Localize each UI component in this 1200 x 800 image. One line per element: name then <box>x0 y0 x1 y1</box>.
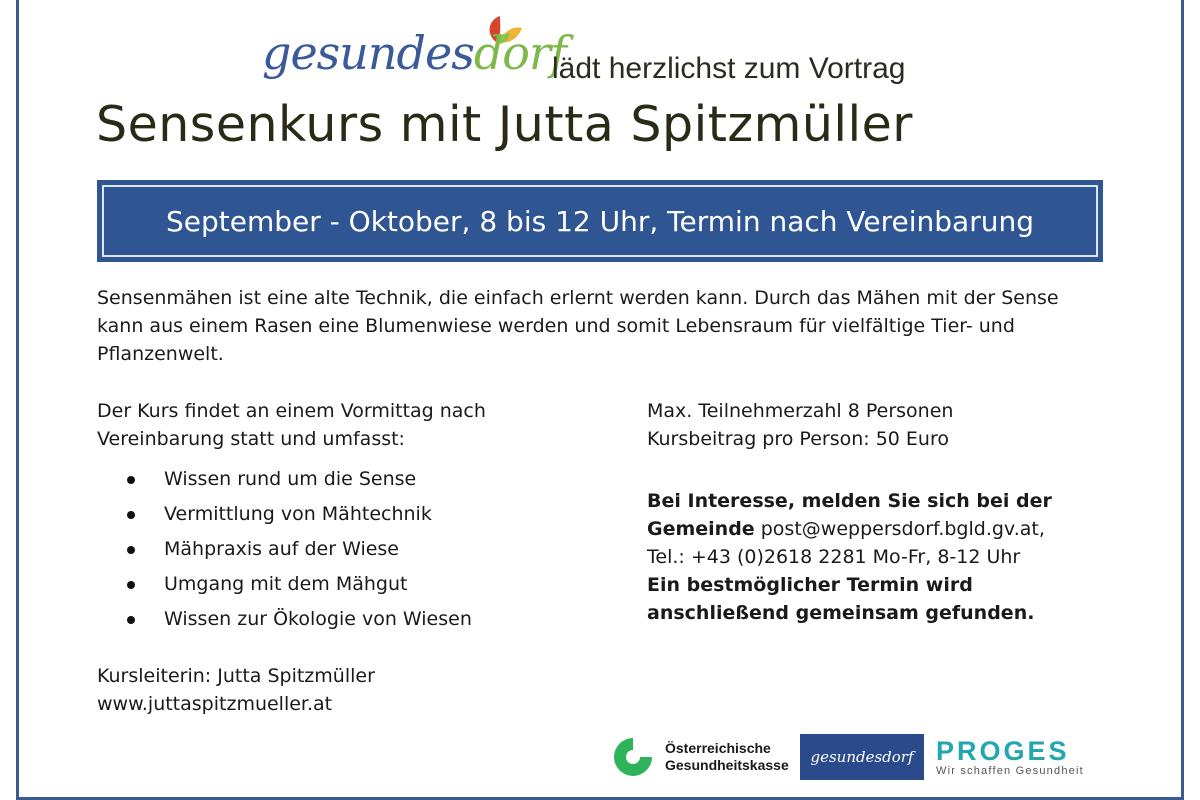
list-item <box>97 500 557 535</box>
course-fee: Kursbeitrag pro Person: 50 Euro <box>647 428 949 450</box>
intro-paragraph: Sensenmähen ist eine alte Technik, die einfach erlernt werden kann. Durch das Mähen mit der Sense kann aus einem Rasen eine Blumenwiese werden und somit Lebensraum für vielfältige Tier- und Pflanzenwelt. <box>97 287 1059 365</box>
contact-email-line <box>647 515 1117 543</box>
leader-website-link[interactable]: www.juttaspitzmueller.at <box>97 693 333 715</box>
contact-email-link[interactable]: post@weppersdorf.bgld.gv.at, <box>754 518 1045 540</box>
course-topics-list <box>97 465 557 640</box>
date-banner-inner <box>102 185 1098 257</box>
contact-phone: Tel.: +43 (0)2618 2281 Mo-Fr, 8-12 Uhr <box>647 546 1021 568</box>
contact-gemeinde: Gemeinde <box>647 518 755 540</box>
bullet-icon <box>127 616 135 624</box>
bullet-icon <box>127 511 135 519</box>
logo-text-dorf: dorf <box>473 26 566 80</box>
course-intro-line-2: Vereinbarung statt und umfasst: <box>97 428 405 450</box>
list-item <box>97 570 557 605</box>
contact-block <box>647 487 1117 627</box>
list-item-label: Wissen rund um die Sense <box>164 468 417 490</box>
ogk-logo-text <box>665 740 789 774</box>
logo-text-gesundes: gesundes <box>262 26 474 80</box>
list-item <box>97 605 557 640</box>
list-item-label: Umgang mit dem Mähgut <box>164 573 408 595</box>
date-banner <box>97 180 1103 262</box>
list-item <box>97 535 557 570</box>
gesundesdorf-small-logo-text: gesundesdorf <box>810 748 914 766</box>
gesundesdorf-logo <box>262 26 566 80</box>
bullet-icon <box>127 546 135 554</box>
leader-name: Kursleiterin: Jutta Spitzmüller <box>97 665 375 687</box>
proges-slogan: Wir schaffen Gesundheit <box>936 765 1084 777</box>
contact-heading: Bei Interesse, melden Sie sich bei der <box>647 490 1052 512</box>
sponsor-logos <box>0 728 1200 788</box>
list-item-label: Wissen zur Ökologie von Wiesen <box>164 608 472 630</box>
max-participants: Max. Teilnehmerzahl 8 Personen <box>647 400 954 422</box>
course-description <box>97 397 557 640</box>
page-title: Sensenkurs mit Jutta Spitzmüller <box>96 96 913 153</box>
course-leader <box>97 662 375 718</box>
list-item-label: Vermittlung von Mähtechnik <box>164 503 432 525</box>
closing-line-2: anschließend gemeinsam gefunden. <box>647 602 1035 624</box>
proges-name: PROGES <box>936 736 1070 766</box>
ogk-logo-icon <box>610 734 656 780</box>
closing-line-1: Ein bestmöglicher Termin wird <box>647 574 973 596</box>
bullet-icon <box>127 476 135 484</box>
date-banner-text: September - Oktober, 8 bis 12 Uhr, Termin nach Vereinbarung <box>166 204 1034 238</box>
tagline: lädt herzlichst zum Vortrag <box>552 52 906 85</box>
proges-logo <box>936 736 1084 777</box>
list-item <box>97 465 557 500</box>
gesundesdorf-small-logo <box>800 734 924 780</box>
ogk-line-1: Österreichische <box>665 740 771 756</box>
bullet-icon <box>127 581 135 589</box>
course-info <box>647 397 1117 627</box>
course-intro-line-1: Der Kurs findet an einem Vormittag nach <box>97 400 486 422</box>
ogk-line-2: Gesundheitskasse <box>665 757 789 773</box>
list-item-label: Mähpraxis auf der Wiese <box>164 538 399 560</box>
